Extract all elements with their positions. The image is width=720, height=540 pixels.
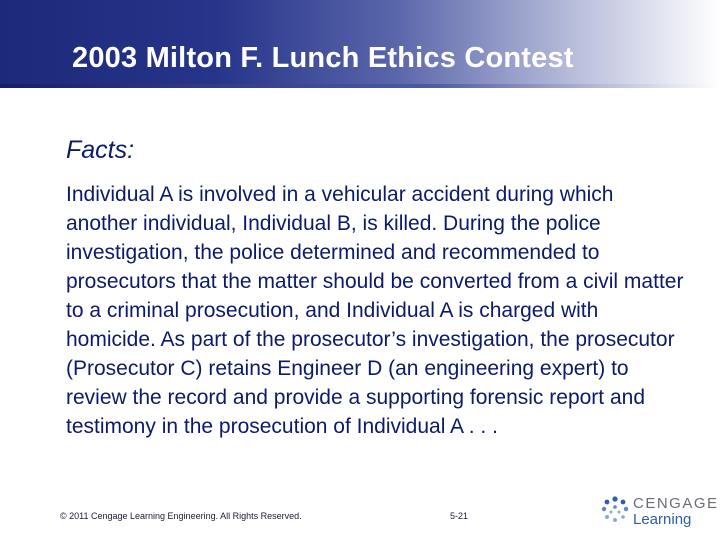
slide-title: 2003 Milton F. Lunch Ethics Contest — [72, 42, 574, 74]
page-number: 5-21 — [450, 511, 469, 521]
cengage-logo-icon — [600, 496, 630, 526]
cengage-learning-logo — [600, 494, 719, 530]
facts-body-text: Individual A is involved in a vehicular accident during which another individual, Individual B, is killed. During the police investigation, the police determined and recommended to prosecutors that the matter should be converted from a civil matter to a criminal prosecution, and Individual A is charged with homicide. As part of the prosecutor’s investigation, the prosecutor (Prosecutor C) retains Engineer D (an engineering expert) to review the record and provide a supporting forensic report and testimony in the prosecution of Individual A . . . — [66, 183, 684, 438]
facts-heading: Facts: — [66, 136, 135, 164]
footer-copyright: © 2011 Cengage Learning Engineering. All Rights Reserved. — [60, 511, 302, 521]
logo-word-learning: Learning — [633, 511, 692, 528]
title-bar — [0, 0, 720, 88]
logo-word-cengage: CENGAGE — [633, 495, 719, 512]
